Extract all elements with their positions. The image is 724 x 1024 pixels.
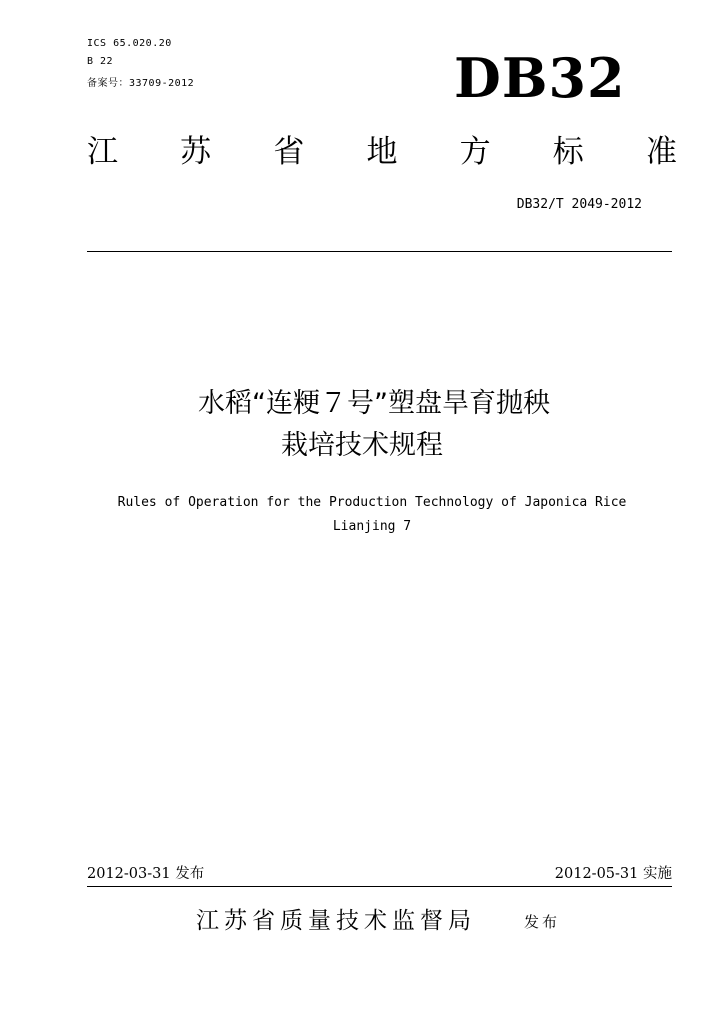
standard-type-char: 苏 bbox=[180, 134, 212, 170]
standard-type-char: 标 bbox=[552, 134, 584, 170]
implementation-date: 2012-05-31 实施 bbox=[554, 866, 672, 882]
standard-number: DB32/T 2049-2012 bbox=[516, 197, 642, 212]
title-english-line-2: Lianjing 7 bbox=[332, 519, 412, 534]
standard-type-char: 省 bbox=[273, 134, 305, 170]
title-chinese-line-2: 栽培技术规程 bbox=[281, 430, 443, 461]
publisher-name: 江苏省质量技术监督局 bbox=[196, 908, 476, 934]
issue-date: 2012-03-31 发布 bbox=[87, 866, 205, 882]
standard-type-heading bbox=[87, 132, 677, 172]
standard-type-char: 准 bbox=[645, 134, 677, 170]
record-number: 备案号：33709-2012 bbox=[87, 78, 195, 89]
standard-type-char: 方 bbox=[459, 134, 491, 170]
standard-type-char: 江 bbox=[87, 134, 118, 170]
standard-code-logo: DB32 bbox=[454, 46, 626, 110]
publisher-suffix: 发布 bbox=[524, 913, 561, 931]
bottom-divider bbox=[87, 886, 672, 887]
title-chinese-line-1: 水稻“连粳７号”塑盘旱育抛秧 bbox=[198, 388, 550, 419]
ics-code: ICS 65.020.20 bbox=[87, 38, 172, 49]
title-english-line-1: Rules of Operation for the Production Technology of Japonica Rice bbox=[117, 495, 627, 510]
standard-type-char: 地 bbox=[366, 134, 398, 170]
classification-code: B 22 bbox=[87, 56, 114, 67]
top-divider bbox=[87, 251, 672, 252]
